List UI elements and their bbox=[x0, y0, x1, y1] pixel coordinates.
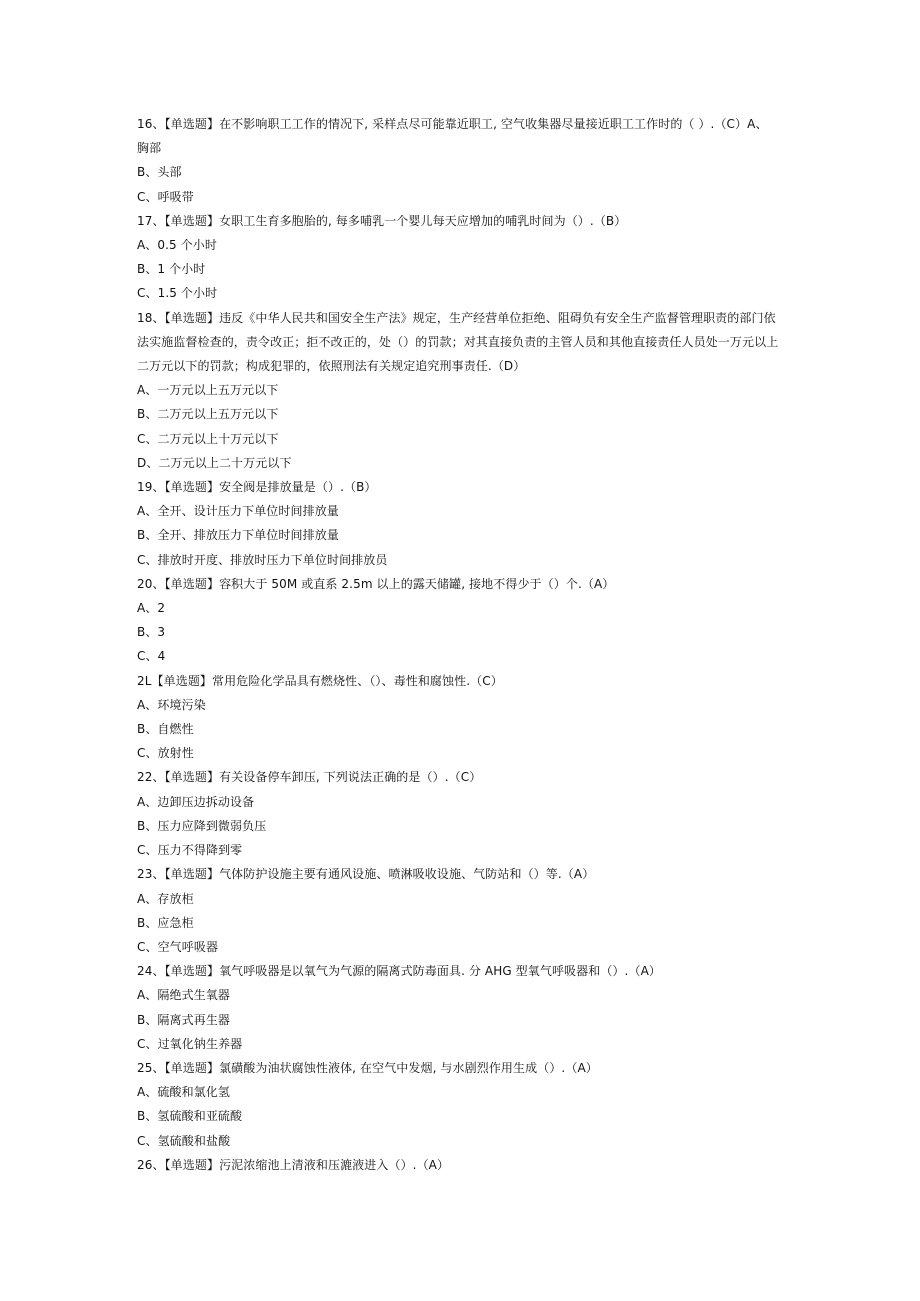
question-21-option-b: B、自燃性 bbox=[137, 722, 194, 737]
question-19-option-c: C、排放时开度、排放时压力下单位时间排放员 bbox=[137, 552, 388, 567]
question-23-text: 23、【单选题】气体防护设施主要有通风设施、喷淋吸收设施、气防站和（）等.（A） bbox=[137, 867, 595, 882]
question-19-option-b: B、全开、排放压力下单位时间排放量 bbox=[137, 528, 339, 543]
question-22-text: 22、【单选题】有关设备停车卸压, 下列说法正确的是（）.（C） bbox=[137, 770, 482, 785]
question-16-text-continued: 胸部 bbox=[137, 141, 162, 156]
question-24-option-c: C、过氧化钠生养器 bbox=[137, 1036, 243, 1051]
question-17-option-c: C、1.5 个小时 bbox=[137, 286, 218, 301]
question-18-option-d: D、二万元以上二十万元以下 bbox=[137, 455, 292, 470]
question-18-option-b: B、二万元以上五万元以下 bbox=[137, 407, 279, 422]
question-26-text: 26、【单选题】污泥浓缩池上清液和压漉液进入（）.（A） bbox=[137, 1157, 450, 1172]
question-17-option-b: B、1 个小时 bbox=[137, 262, 206, 277]
question-20-text: 20、【单选题】容积大于 50M 或直系 2.5m 以上的露天储罐, 接地不得少于（）个.（A） bbox=[137, 576, 615, 591]
question-21-option-c: C、放射性 bbox=[137, 746, 194, 761]
question-24-text: 24、【单选题】氧气呼吸器是以氧气为气源的隔离式防毒面具. 分 AHG 型氧气呼吸器和（）.（A） bbox=[137, 964, 661, 979]
question-23-option-a: A、存放柜 bbox=[137, 891, 194, 906]
question-24-option-a: A、隔绝式生氧器 bbox=[137, 988, 231, 1003]
question-23-option-c: C、空气呼吸器 bbox=[137, 939, 219, 954]
question-19-option-a: A、全开、设计压力下单位时间排放量 bbox=[137, 504, 339, 519]
question-25-option-b: B、氢硫酸和亚硫酸 bbox=[137, 1109, 243, 1124]
question-16-text: 16、【单选题】在不影响职工工作的情况下, 采样点尽可能靠近职工, 空气收集器尽量接近职工工作时的（ ）.（C）A、 bbox=[137, 117, 768, 131]
question-17-text: 17、【单选题】女职工生育多胞胎的, 每多哺乳一个婴儿每天应增加的哺乳时间为（）.（B） bbox=[137, 213, 627, 228]
question-21-text: 2L【单选题】常用危险化学品具有燃烧性、（）、毒性和腐蚀性.（C） bbox=[137, 673, 503, 688]
question-16-option-c: C、呼吸带 bbox=[137, 189, 194, 204]
question-23-option-b: B、应急柜 bbox=[137, 915, 194, 930]
question-20-option-a: A、2 bbox=[137, 601, 166, 616]
question-18-option-a: A、一万元以上五万元以下 bbox=[137, 383, 279, 398]
question-22-option-c: C、压力不得降到零 bbox=[137, 843, 243, 858]
question-22-option-b: B、压力应降到微弱负压 bbox=[137, 818, 267, 833]
question-18-text: 18、【单选题】违反《中华人民共和国安全生产法》规定，生产经营单位拒绝、阻碍负有安全生产监督管理职责的部门依法实施监督检查的，责令改正；拒不改正的，处（）的罚款；对其直接负责的主管人员和其他直接责任人员处一万元以上二万元以下的罚款；构成犯罪的，依照刑法有关规定追究刑事责任.（D） bbox=[137, 310, 779, 374]
question-19-text: 19、【单选题】安全阀是排放量是（）.（B） bbox=[137, 480, 377, 495]
question-20-option-c: C、4 bbox=[137, 649, 166, 664]
question-22-option-a: A、边卸压边拆动设备 bbox=[137, 794, 255, 809]
question-24-option-b: B、隔离式再生器 bbox=[137, 1012, 231, 1027]
question-21-option-a: A、环境污染 bbox=[137, 697, 206, 712]
question-25-text: 25、【单选题】氯磺酸为油状腐蚀性液体, 在空气中发烟, 与水剧烈作用生成（）.（A） bbox=[137, 1060, 598, 1075]
question-18-option-c: C、二万元以上十万元以下 bbox=[137, 431, 279, 446]
question-25-option-a: A、硫酸和氯化氢 bbox=[137, 1085, 231, 1100]
question-17-option-a: A、0.5 个小时 bbox=[137, 238, 218, 253]
question-16-option-b: B、头部 bbox=[137, 165, 182, 180]
question-20-option-b: B、3 bbox=[137, 625, 166, 640]
question-list bbox=[137, 112, 787, 1177]
question-25-option-c: C、氢硫酸和盐酸 bbox=[137, 1133, 231, 1148]
